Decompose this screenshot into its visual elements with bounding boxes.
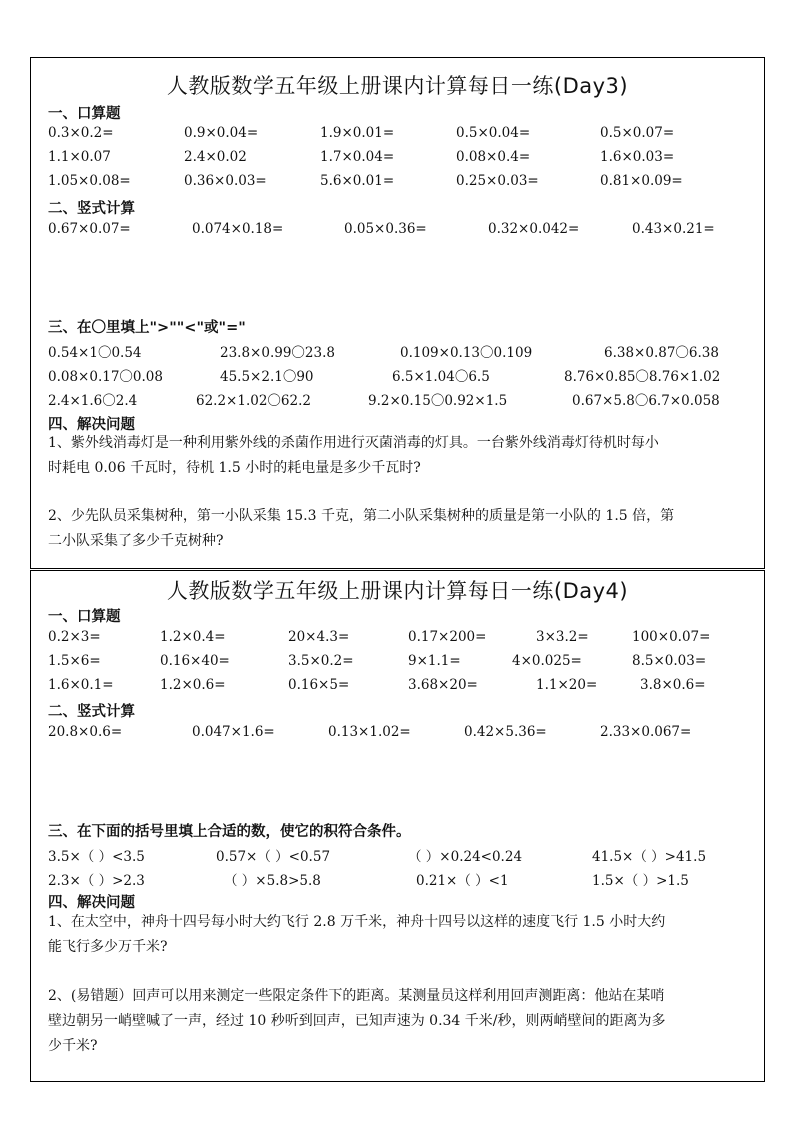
vertical-problem: 0.13×1.02= bbox=[328, 724, 411, 740]
problem-line: 2、(易错题）回声可以用来测定一些限定条件下的距离。某测量员这样利用回声测距离：他站在某哨 bbox=[48, 988, 665, 1004]
oral-problem: 1.6×0.1= bbox=[48, 677, 114, 693]
word-problem-2 bbox=[48, 504, 748, 554]
oral-problem: 5.6×0.01= bbox=[320, 173, 395, 189]
problem-line: 壁边朝另一峭壁喊了一声，经过 10 秒听到回声，已知声速为 0.34 千米/秒，则两峭壁间的距离为多 bbox=[48, 1013, 666, 1029]
compare-problem: 6.5×1.04〇6.5 bbox=[392, 369, 490, 385]
oral-problem: 3.5×0.2= bbox=[288, 653, 354, 669]
worksheet-day4 bbox=[30, 570, 765, 1082]
oral-row bbox=[31, 149, 764, 169]
section-heading-problems: 四、解决问题 bbox=[48, 417, 135, 433]
oral-problem: 1.2×0.4= bbox=[160, 629, 226, 645]
problem-line: 能飞行多少万千米? bbox=[48, 939, 168, 955]
oral-problem: 8.5×0.03= bbox=[632, 653, 707, 669]
oral-row bbox=[31, 173, 764, 193]
section-heading-vertical: 二、竖式计算 bbox=[48, 704, 135, 720]
oral-problem: 1.7×0.04= bbox=[320, 149, 395, 165]
problem-line: 二小队采集了多少千克树种? bbox=[48, 533, 224, 549]
oral-problem: 100×0.07= bbox=[632, 629, 711, 645]
fill-problem: 0.57×（ ）<0.57 bbox=[216, 849, 331, 865]
compare-problem: 62.2×1.02〇62.2 bbox=[196, 393, 311, 409]
problem-line: 2、少先队员采集树种，第一小队采集 15.3 千克，第二小队采集树种的质量是第一小队的 1.5 倍，第 bbox=[48, 508, 675, 524]
oral-row bbox=[31, 653, 764, 673]
compare-problem: 0.67×5.8〇6.7×0.058 bbox=[572, 393, 720, 409]
oral-problem: 0.08×0.4= bbox=[456, 149, 531, 165]
problem-line: 时耗电 0.06 千瓦时，待机 1.5 小时的耗电量是多少千瓦时? bbox=[48, 460, 421, 476]
fill-problem: （ ）×5.8>5.8 bbox=[224, 873, 321, 889]
oral-problem: 1.1×20= bbox=[536, 677, 598, 693]
oral-row bbox=[31, 125, 764, 145]
problem-line: 少千米? bbox=[48, 1038, 98, 1054]
vertical-problem: 20.8×0.6= bbox=[48, 724, 123, 740]
oral-problem: 1.5×6= bbox=[48, 653, 101, 669]
fill-problem: （ ）×0.24<0.24 bbox=[408, 849, 523, 865]
oral-problem: 0.9×0.04= bbox=[184, 125, 259, 141]
vertical-row bbox=[31, 724, 764, 744]
worksheet-title: 人教版数学五年级上册课内计算每日一练(Day3) bbox=[166, 74, 629, 98]
oral-problem: 0.81×0.09= bbox=[600, 173, 683, 189]
compare-problem: 0.08×0.17〇0.08 bbox=[48, 369, 163, 385]
section-heading-fill: 三、在下面的括号里填上合适的数，使它的积符合条件。 bbox=[48, 824, 411, 840]
word-problem-1 bbox=[48, 910, 748, 960]
vertical-problem: 0.074×0.18= bbox=[192, 221, 284, 237]
oral-problem: 0.5×0.04= bbox=[456, 125, 531, 141]
oral-problem: 2.4×0.02 bbox=[184, 149, 247, 165]
oral-problem: 0.16×5= bbox=[288, 677, 350, 693]
vertical-problem: 0.32×0.042= bbox=[488, 221, 580, 237]
vertical-problem: 2.33×0.067= bbox=[600, 724, 692, 740]
word-problem-2 bbox=[48, 984, 748, 1059]
oral-problem: 3×3.2= bbox=[536, 629, 589, 645]
compare-problem: 8.76×0.85〇8.76×1.02 bbox=[564, 369, 721, 385]
vertical-problem: 0.67×0.07= bbox=[48, 221, 131, 237]
oral-problem: 4×0.025= bbox=[512, 653, 582, 669]
worksheet-title: 人教版数学五年级上册课内计算每日一练(Day4) bbox=[166, 579, 629, 603]
compare-row bbox=[31, 365, 764, 385]
fill-problem: 2.3×（ ）>2.3 bbox=[48, 873, 145, 889]
problem-line: 1、紫外线消毒灯是一种利用紫外线的杀菌作用进行灭菌消毒的灯具。一台紫外线消毒灯待机时每小 bbox=[48, 435, 659, 451]
oral-problem: 3.8×0.6= bbox=[640, 677, 706, 693]
oral-problem: 0.16×40= bbox=[160, 653, 230, 669]
section-heading-compare: 三、在〇里填上">""<"或"=" bbox=[48, 320, 246, 336]
oral-problem: 1.05×0.08= bbox=[48, 173, 131, 189]
oral-problem: 0.2×3= bbox=[48, 629, 101, 645]
fill-row bbox=[31, 869, 764, 889]
oral-problem: 0.36×0.03= bbox=[184, 173, 267, 189]
oral-problem: 1.1×0.07 bbox=[48, 149, 111, 165]
oral-row bbox=[31, 629, 764, 649]
compare-problem: 6.38×0.87〇6.38 bbox=[604, 345, 719, 361]
fill-row bbox=[31, 845, 764, 865]
fill-problem: 0.21×（ ）<1 bbox=[416, 873, 509, 889]
oral-problem: 1.6×0.03= bbox=[600, 149, 675, 165]
vertical-problem: 0.047×1.6= bbox=[192, 724, 275, 740]
worksheet-day3 bbox=[30, 57, 765, 569]
oral-row bbox=[31, 677, 764, 697]
fill-problem: 3.5×（ ）<3.5 bbox=[48, 849, 145, 865]
vertical-row bbox=[31, 221, 764, 241]
vertical-problem: 0.05×0.36= bbox=[344, 221, 427, 237]
compare-problem: 23.8×0.99〇23.8 bbox=[220, 345, 335, 361]
oral-problem: 1.9×0.01= bbox=[320, 125, 395, 141]
section-heading-problems: 四、解决问题 bbox=[48, 895, 135, 911]
vertical-problem: 0.43×0.21= bbox=[632, 221, 715, 237]
word-problem-1 bbox=[48, 431, 748, 481]
compare-problem: 9.2×0.15〇0.92×1.5 bbox=[368, 393, 508, 409]
vertical-problem: 0.42×5.36= bbox=[464, 724, 547, 740]
oral-problem: 3.68×20= bbox=[408, 677, 478, 693]
compare-problem: 2.4×1.6〇2.4 bbox=[48, 393, 138, 409]
section-heading-oral: 一、口算题 bbox=[48, 106, 121, 122]
compare-problem: 0.54×1〇0.54 bbox=[48, 345, 142, 361]
problem-line: 1、在太空中，神舟十四号每小时大约飞行 2.8 万千米，神舟十四号以这样的速度飞行 1.5 小时大约 bbox=[48, 914, 666, 930]
fill-problem: 1.5×（ ）>1.5 bbox=[592, 873, 689, 889]
compare-row bbox=[31, 389, 764, 409]
oral-problem: 1.2×0.6= bbox=[160, 677, 226, 693]
section-heading-oral: 一、口算题 bbox=[48, 609, 121, 625]
oral-problem: 20×4.3= bbox=[288, 629, 350, 645]
oral-problem: 0.25×0.03= bbox=[456, 173, 539, 189]
compare-problem: 45.5×2.1〇90 bbox=[220, 369, 314, 385]
section-heading-vertical: 二、竖式计算 bbox=[48, 201, 135, 217]
compare-problem: 0.109×0.13〇0.109 bbox=[400, 345, 533, 361]
oral-problem: 0.5×0.07= bbox=[600, 125, 675, 141]
fill-problem: 41.5×（ ）>41.5 bbox=[592, 849, 707, 865]
compare-row bbox=[31, 341, 764, 361]
oral-problem: 9×1.1= bbox=[408, 653, 461, 669]
oral-problem: 0.17×200= bbox=[408, 629, 487, 645]
oral-problem: 0.3×0.2= bbox=[48, 125, 114, 141]
